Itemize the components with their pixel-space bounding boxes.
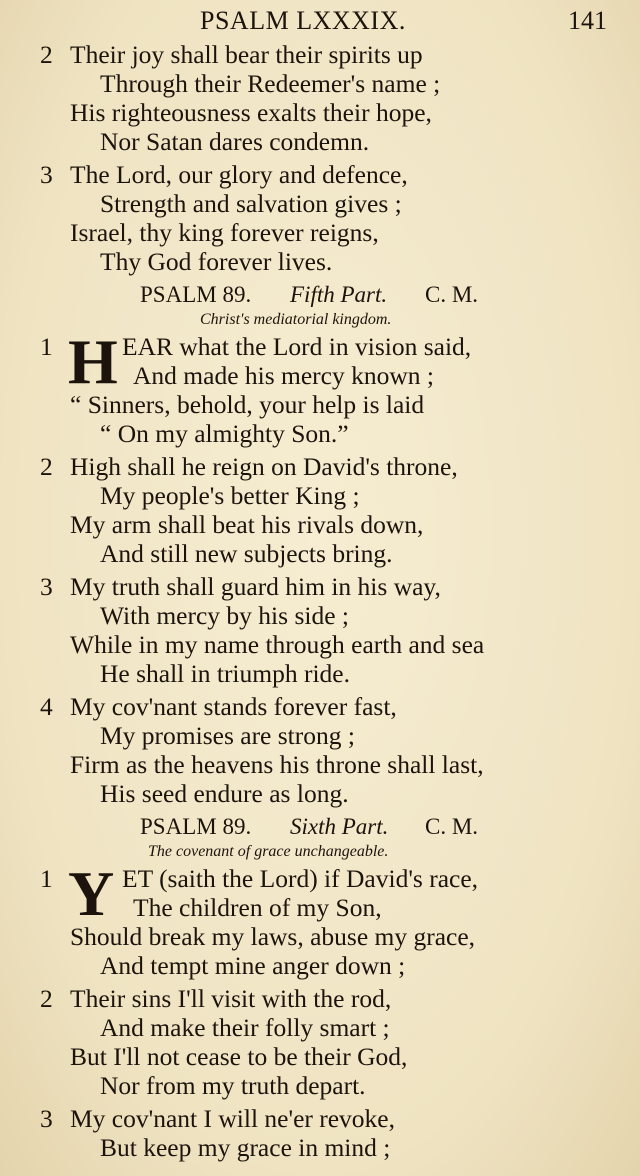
verse-text: My promises are strong ;	[100, 721, 355, 750]
verse-text: With mercy by his side ;	[100, 601, 349, 630]
verse-text: The children of my Son,	[133, 893, 382, 922]
verse-text: Their sins I'll visit with the rod,	[70, 984, 392, 1013]
verse-text: Strength and salvation gives ;	[100, 189, 402, 218]
verse-line	[0, 510, 640, 539]
verse-text: EAR what the Lord in vision said,	[122, 332, 472, 361]
verse-line	[0, 1042, 640, 1071]
verse-line	[0, 361, 640, 390]
verse-text: And still new subjects bring.	[100, 539, 393, 568]
stanza-number: 3	[40, 572, 53, 601]
verse-line	[0, 69, 640, 98]
verse-text: Should break my laws, abuse my grace,	[70, 922, 476, 951]
section-meter: C. M.	[425, 282, 479, 307]
section-title: PSALM 89.	[140, 282, 252, 307]
running-head: PSALM LXXXIX.	[200, 6, 406, 35]
stanza-number: 2	[40, 984, 53, 1013]
section-subtitle: Christ's mediatorial kingdom.	[200, 311, 392, 328]
verse-line	[0, 984, 640, 1013]
verse-text: His righteousness exalts their hope,	[70, 98, 432, 127]
drop-cap: H	[68, 326, 118, 397]
verse-line	[0, 419, 640, 448]
section-title: PSALM 89.	[140, 814, 252, 839]
verse-text: Israel, thy king forever reigns,	[70, 218, 379, 247]
verse-line	[0, 98, 640, 127]
stanza	[0, 160, 640, 276]
drop-cap: Y	[68, 858, 115, 929]
verse-text: And tempt mine anger down ;	[100, 951, 406, 980]
verse-text: The Lord, our glory and defence,	[70, 160, 408, 189]
verse-line	[0, 951, 640, 980]
verse-line	[0, 779, 640, 808]
verse-line	[0, 127, 640, 156]
section-heading	[0, 812, 640, 842]
verse-line	[0, 189, 640, 218]
stanza	[0, 858, 640, 980]
verse-text: But I'll not cease to be their God,	[70, 1042, 408, 1071]
verse-text: My cov'nant I will ne'er revoke,	[70, 1104, 396, 1133]
verse-text: Firm as the heavens his throne shall last,	[70, 750, 484, 779]
verse-text: My cov'nant stands forever fast,	[70, 692, 397, 721]
verse-line	[0, 1133, 640, 1162]
verse-text: High shall he reign on David's throne,	[70, 452, 458, 481]
verse-text: His seed endure as long.	[100, 779, 349, 808]
verse-line	[0, 539, 640, 568]
verse-text: “ Sinners, behold, your help is laid	[70, 390, 425, 419]
verse-line	[0, 452, 640, 481]
verse-text: My arm shall beat his rivals down,	[70, 510, 424, 539]
stanza-number: 3	[40, 160, 53, 189]
page-body	[0, 40, 640, 1166]
stanza	[0, 1104, 640, 1162]
verse-text: And made his mercy known ;	[133, 361, 434, 390]
verse-text: But keep my grace in mind ;	[100, 1133, 391, 1162]
section-subtitle: The covenant of grace unchangeable.	[148, 843, 389, 860]
section-part: Sixth Part.	[290, 814, 389, 839]
verse-text: Through their Redeemer's name ;	[100, 69, 441, 98]
verse-line	[0, 659, 640, 688]
stanza	[0, 326, 640, 448]
section-part: Fifth Part.	[290, 282, 388, 307]
page-number: 141	[568, 6, 607, 35]
verse-text: ET (saith the Lord) if David's race,	[122, 864, 479, 893]
stanza-number: 1	[40, 332, 53, 361]
verse-line	[0, 922, 640, 951]
verse-text: And make their folly smart ;	[100, 1013, 390, 1042]
verse-line	[0, 692, 640, 721]
verse-text: Their joy shall bear their spirits up	[70, 40, 423, 69]
verse-text: While in my name through earth and sea	[70, 630, 485, 659]
verse-line	[0, 218, 640, 247]
verse-line	[0, 630, 640, 659]
verse-line	[0, 893, 640, 922]
verse-text: Nor from my truth depart.	[100, 1071, 366, 1100]
verse-line	[0, 390, 640, 419]
page-header	[0, 4, 640, 40]
verse-text: “ On my almighty Son.”	[100, 419, 349, 448]
stanza	[0, 452, 640, 568]
verse-text: Thy God forever lives.	[100, 247, 333, 276]
verse-line	[0, 1104, 640, 1133]
verse-line	[0, 750, 640, 779]
verse-line	[0, 160, 640, 189]
stanza	[0, 40, 640, 156]
stanza-number: 3	[40, 1104, 53, 1133]
verse-text: My people's better King ;	[100, 481, 360, 510]
stanza	[0, 572, 640, 688]
stanza-number: 1	[40, 864, 53, 893]
verse-text: My truth shall guard him in his way,	[70, 572, 441, 601]
verse-line	[0, 481, 640, 510]
section-meter: C. M.	[425, 814, 479, 839]
stanza	[0, 692, 640, 808]
verse-line	[0, 721, 640, 750]
verse-line	[0, 601, 640, 630]
verse-line	[0, 1071, 640, 1100]
stanza	[0, 984, 640, 1100]
stanza-number: 4	[40, 692, 53, 721]
stanza-number: 2	[40, 452, 53, 481]
section-heading	[0, 280, 640, 310]
stanza-gap	[0, 1162, 640, 1166]
verse-line	[0, 1013, 640, 1042]
verse-line	[0, 572, 640, 601]
verse-line	[0, 247, 640, 276]
verse-text: He shall in triumph ride.	[100, 659, 350, 688]
stanza-number: 2	[40, 40, 53, 69]
verse-text: Nor Satan dares condemn.	[100, 127, 370, 156]
verse-line	[0, 40, 640, 69]
